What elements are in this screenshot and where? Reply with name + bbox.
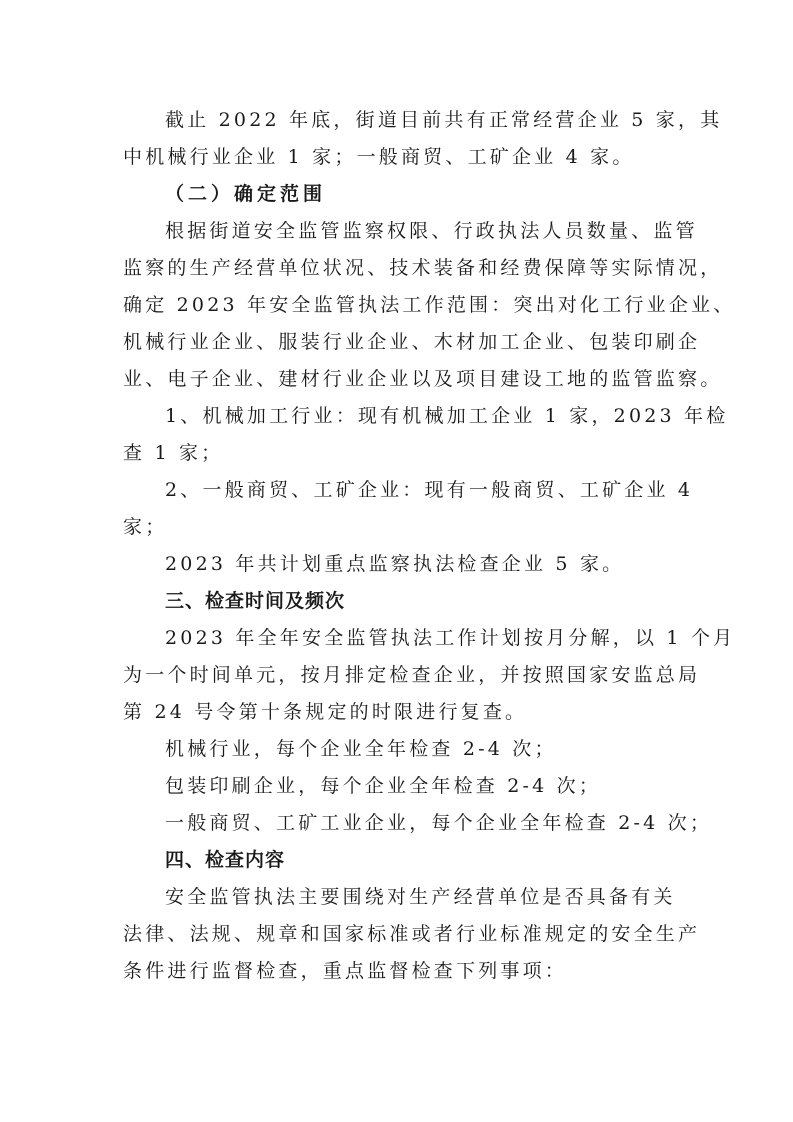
scope-item-machinery: [123, 398, 729, 472]
text-line: 确定 2023 年安全监管执法工作范围：突出对化工行业企业、: [123, 294, 736, 316]
text-line: 家；: [123, 516, 168, 538]
frequency-item: 一般商贸、工矿工业企业，每个企业全年检查 2-4 次；: [165, 812, 713, 834]
section-heading-inspection-content: 四、检查内容: [165, 849, 286, 871]
text-line: 1、机械加工行业：现有机械加工企业 1 家，2023 年检: [165, 405, 729, 427]
text-line: 中机械行业企业 1 家；一般商贸、工矿企业 4 家。: [123, 146, 635, 168]
text-line: 截止 2022 年底，街道目前共有正常经营企业 5 家，其: [165, 109, 723, 131]
text-line: 法律、法规、规章和国家标准或者行业标准规定的安全生产: [123, 923, 701, 945]
subsection-heading-scope: （二）确定范围: [165, 183, 327, 205]
inspection-content-paragraph: [123, 879, 701, 990]
text-line: 2、一般商贸、工矿企业：现有一般商贸、工矿企业 4: [165, 479, 694, 501]
text-line: 根据街道安全监管监察权限、行政执法人员数量、监管: [165, 220, 698, 242]
text-line: 监察的生产经营单位状况、技术装备和经费保障等实际情况，: [123, 257, 723, 279]
text-line: 安全监管执法主要围绕对生产经营单位是否具备有关: [165, 886, 676, 908]
text-line: 第 24 号令第十条规定的时限进行复查。: [123, 701, 528, 723]
time-frequency-paragraph: [123, 620, 736, 731]
section-heading-time-frequency: 三、检查时间及频次: [165, 590, 346, 612]
text-line: 2023 年全年安全监管执法工作计划按月分解，以 1 个月: [165, 627, 736, 649]
frequency-item: 包装印刷企业，每个企业全年检查 2-4 次；: [165, 775, 602, 797]
document-page: [123, 102, 736, 990]
text-line: 机械行业企业、服装行业企业、木材加工企业、包装印刷企: [123, 331, 701, 353]
frequency-item: 机械行业，每个企业全年检查 2-4 次；: [165, 738, 557, 760]
frequency-list: [123, 731, 713, 842]
scope-summary: 2023 年共计划重点监察执法检查企业 5 家。: [165, 553, 625, 575]
text-line: 业、电子企业、建材行业企业以及项目建设工地的监管监察。: [123, 368, 723, 390]
text-line: 条件进行监督检查，重点监督检查下列事项：: [123, 960, 568, 982]
text-line: 查 1 家；: [123, 442, 224, 464]
text-line: 为一个时间单元，按月排定检查企业，并按照国家安监总局: [123, 664, 701, 686]
enterprise-count-paragraph: [123, 102, 723, 176]
scope-item-commerce-mining: [123, 472, 694, 546]
scope-paragraph: [123, 213, 736, 398]
